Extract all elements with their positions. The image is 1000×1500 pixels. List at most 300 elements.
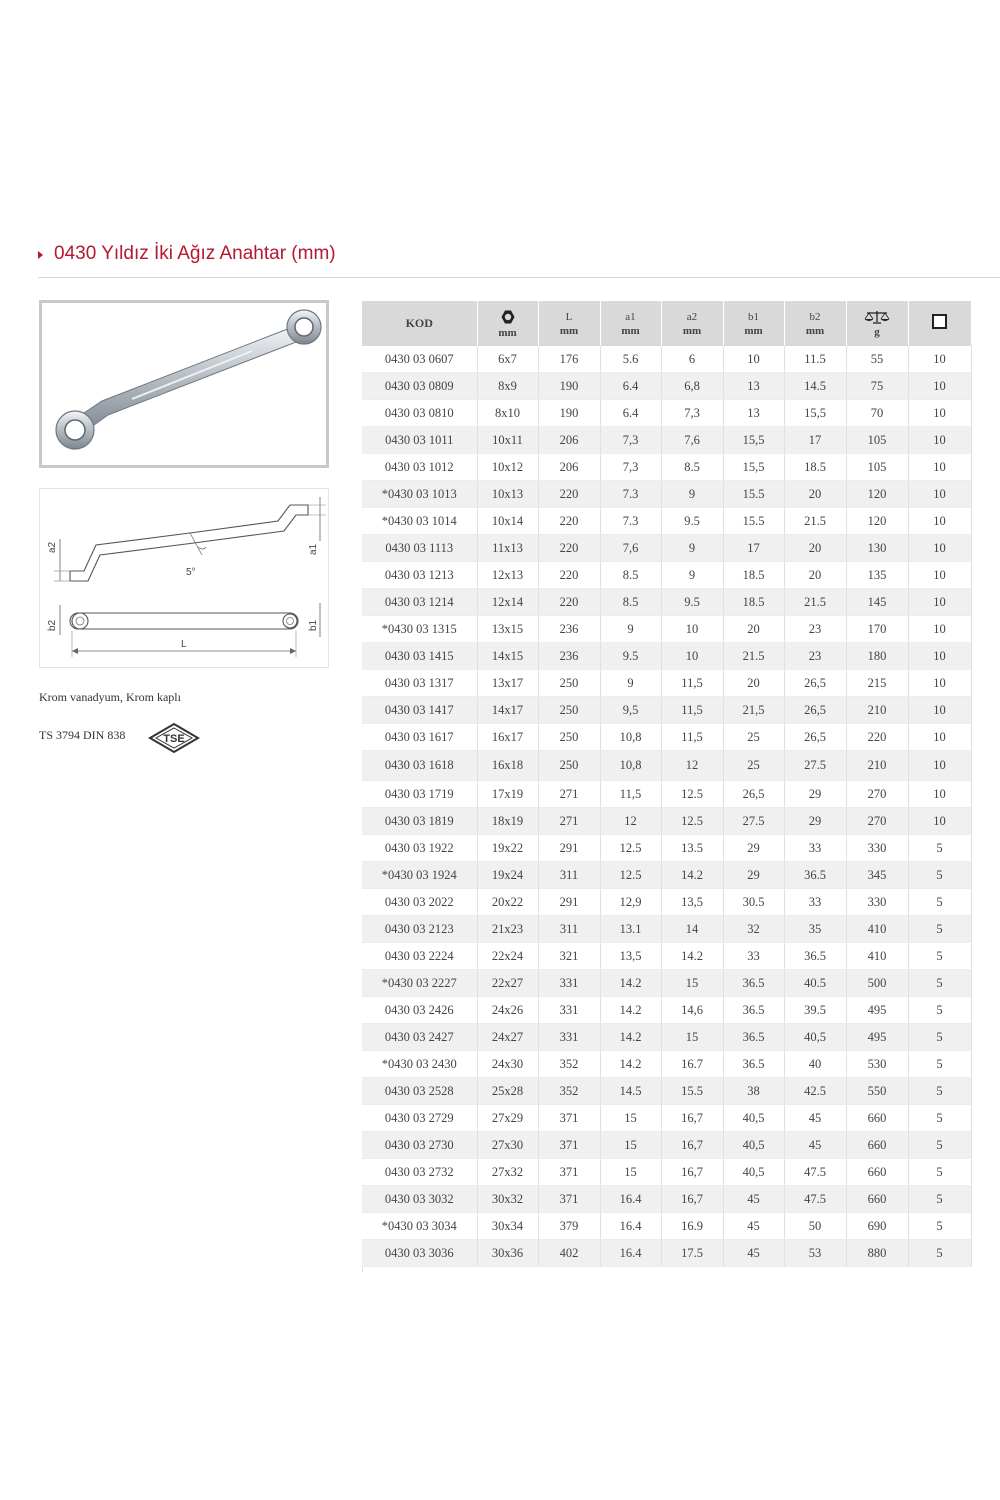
cell-weight: 500 <box>846 970 908 997</box>
cell-weight: 530 <box>846 1051 908 1078</box>
cell-L: 352 <box>538 1078 600 1105</box>
cell-size: 20x22 <box>477 889 538 916</box>
cell-b2: 29 <box>784 781 846 808</box>
cell-code: *0430 03 1315 <box>362 616 477 643</box>
cell-size: 27x32 <box>477 1159 538 1186</box>
table-bottom-edge <box>362 1267 972 1272</box>
cell-b2: 20 <box>784 481 846 508</box>
cell-a1: 11,5 <box>600 781 661 808</box>
cell-b2: 21.5 <box>784 589 846 616</box>
cell-size: 12x13 <box>477 562 538 589</box>
label-angle: 5° <box>186 567 196 578</box>
cell-L: 371 <box>538 1159 600 1186</box>
tse-logo-text: TSE <box>163 733 185 745</box>
cell-L: 206 <box>538 454 600 481</box>
cell-a2: 16,7 <box>661 1105 723 1132</box>
cell-weight: 410 <box>846 916 908 943</box>
cell-b1: 36.5 <box>723 1024 784 1051</box>
cell-a2: 7,6 <box>661 427 723 454</box>
cell-a2: 10 <box>661 616 723 643</box>
cell-weight: 495 <box>846 997 908 1024</box>
cell-size: 30x32 <box>477 1186 538 1213</box>
cell-package: 5 <box>908 1213 971 1240</box>
table-row <box>362 1132 971 1159</box>
cell-b2: 20 <box>784 562 846 589</box>
cell-a2: 15.5 <box>661 1078 723 1105</box>
header-a1 <box>600 301 661 346</box>
scale-icon <box>864 310 890 324</box>
cell-a2: 6,8 <box>661 373 723 400</box>
cell-size: 16x17 <box>477 724 538 751</box>
table-row <box>362 697 971 724</box>
cell-b2: 33 <box>784 835 846 862</box>
cell-weight: 550 <box>846 1078 908 1105</box>
cell-code: 0430 03 2427 <box>362 1024 477 1051</box>
table-row <box>362 1078 971 1105</box>
header-L-label: L <box>565 310 573 323</box>
cell-a1: 9 <box>600 616 661 643</box>
cell-b1: 30.5 <box>723 889 784 916</box>
header-L <box>538 301 600 346</box>
cell-package: 10 <box>908 751 971 781</box>
cell-b2: 15,5 <box>784 400 846 427</box>
cell-L: 250 <box>538 751 600 781</box>
table-row <box>362 454 971 481</box>
cell-b1: 18.5 <box>723 562 784 589</box>
cell-weight: 660 <box>846 1159 908 1186</box>
cell-L: 371 <box>538 1186 600 1213</box>
table-row <box>362 1051 971 1078</box>
cell-code: *0430 03 1924 <box>362 862 477 889</box>
cell-b1: 13 <box>723 373 784 400</box>
material-text: Krom vanadyum, Krom kaplı <box>39 690 181 704</box>
header-size-unit: mm <box>498 326 517 339</box>
table-row <box>362 562 971 589</box>
cell-b2: 23 <box>784 616 846 643</box>
cell-a1: 15 <box>600 1159 661 1186</box>
cell-b2: 18.5 <box>784 454 846 481</box>
cell-b2: 17 <box>784 427 846 454</box>
cell-package: 5 <box>908 1159 971 1186</box>
cell-package: 5 <box>908 1105 971 1132</box>
cell-a1: 9 <box>600 670 661 697</box>
cell-code: 0430 03 2732 <box>362 1159 477 1186</box>
cell-a1: 14.2 <box>600 1024 661 1051</box>
cell-package: 10 <box>908 670 971 697</box>
header-b1 <box>723 301 784 346</box>
cell-a1: 12.5 <box>600 862 661 889</box>
cell-b2: 36.5 <box>784 943 846 970</box>
cell-a2: 12.5 <box>661 781 723 808</box>
cell-a2: 9.5 <box>661 508 723 535</box>
cell-a2: 11,5 <box>661 724 723 751</box>
cell-L: 250 <box>538 670 600 697</box>
tse-logo <box>148 722 200 754</box>
cell-a1: 12 <box>600 808 661 835</box>
cell-size: 10x13 <box>477 481 538 508</box>
table-row <box>362 724 971 751</box>
cell-b1: 33 <box>723 943 784 970</box>
package-box-icon <box>932 314 947 329</box>
label-a1: a1 <box>308 543 319 555</box>
cell-a1: 8.5 <box>600 562 661 589</box>
technical-drawing <box>39 488 329 668</box>
cell-package: 10 <box>908 616 971 643</box>
cell-weight: 145 <box>846 589 908 616</box>
cell-b1: 21.5 <box>723 643 784 670</box>
cell-a1: 10,8 <box>600 724 661 751</box>
cell-weight: 660 <box>846 1105 908 1132</box>
cell-code: 0430 03 2528 <box>362 1078 477 1105</box>
cell-code: 0430 03 0607 <box>362 346 477 373</box>
cell-size: 19x24 <box>477 862 538 889</box>
cell-a1: 13.1 <box>600 916 661 943</box>
cell-a1: 7.3 <box>600 481 661 508</box>
cell-b1: 36.5 <box>723 1051 784 1078</box>
cell-package: 10 <box>908 643 971 670</box>
cell-weight: 120 <box>846 481 908 508</box>
cell-b1: 10 <box>723 346 784 373</box>
cell-code: 0430 03 1819 <box>362 808 477 835</box>
cell-b2: 42.5 <box>784 1078 846 1105</box>
header-package <box>908 301 971 346</box>
cell-package: 5 <box>908 1240 971 1267</box>
table-row <box>362 1159 971 1186</box>
cell-a2: 14.2 <box>661 862 723 889</box>
header-a2 <box>661 301 723 346</box>
cell-size: 30x36 <box>477 1240 538 1267</box>
cell-a2: 15 <box>661 970 723 997</box>
cell-L: 402 <box>538 1240 600 1267</box>
cell-L: 311 <box>538 916 600 943</box>
cell-b1: 15.5 <box>723 481 784 508</box>
cell-a2: 10 <box>661 643 723 670</box>
cell-L: 331 <box>538 997 600 1024</box>
cell-b2: 21.5 <box>784 508 846 535</box>
cell-a2: 7,3 <box>661 400 723 427</box>
cell-L: 220 <box>538 508 600 535</box>
cell-weight: 330 <box>846 835 908 862</box>
cell-a2: 16.7 <box>661 1051 723 1078</box>
cell-b1: 45 <box>723 1213 784 1240</box>
table-row <box>362 781 971 808</box>
table-header-row <box>362 301 971 346</box>
cell-a2: 16,7 <box>661 1159 723 1186</box>
table-row <box>362 862 971 889</box>
cell-code: 0430 03 1415 <box>362 643 477 670</box>
cell-package: 5 <box>908 970 971 997</box>
cell-b1: 45 <box>723 1186 784 1213</box>
cell-b1: 32 <box>723 916 784 943</box>
cell-L: 176 <box>538 346 600 373</box>
cell-code: 0430 03 0809 <box>362 373 477 400</box>
cell-weight: 210 <box>846 751 908 781</box>
cell-b2: 36.5 <box>784 862 846 889</box>
cell-a2: 16,7 <box>661 1186 723 1213</box>
cell-weight: 495 <box>846 1024 908 1051</box>
cell-code: 0430 03 1011 <box>362 427 477 454</box>
cell-b1: 29 <box>723 835 784 862</box>
cell-code: *0430 03 1013 <box>362 481 477 508</box>
header-b2 <box>784 301 846 346</box>
cell-L: 271 <box>538 781 600 808</box>
cell-weight: 55 <box>846 346 908 373</box>
cell-b2: 50 <box>784 1213 846 1240</box>
cell-package: 10 <box>908 481 971 508</box>
cell-b2: 35 <box>784 916 846 943</box>
cell-b2: 11.5 <box>784 346 846 373</box>
cell-a1: 9,5 <box>600 697 661 724</box>
cell-b2: 45 <box>784 1132 846 1159</box>
cell-L: 220 <box>538 589 600 616</box>
cell-package: 5 <box>908 1132 971 1159</box>
cell-size: 22x27 <box>477 970 538 997</box>
cell-a1: 14.5 <box>600 1078 661 1105</box>
cell-b1: 40,5 <box>723 1159 784 1186</box>
cell-size: 11x13 <box>477 535 538 562</box>
cell-L: 331 <box>538 1024 600 1051</box>
cell-a1: 7,3 <box>600 454 661 481</box>
cell-package: 10 <box>908 724 971 751</box>
table-row <box>362 643 971 670</box>
cell-L: 321 <box>538 943 600 970</box>
cell-size: 24x27 <box>477 1024 538 1051</box>
cell-size: 22x24 <box>477 943 538 970</box>
cell-L: 190 <box>538 400 600 427</box>
table-row <box>362 889 971 916</box>
table-row <box>362 943 971 970</box>
cell-b2: 47.5 <box>784 1186 846 1213</box>
cell-b1: 38 <box>723 1078 784 1105</box>
cell-code: 0430 03 2730 <box>362 1132 477 1159</box>
cell-a2: 12 <box>661 751 723 781</box>
cell-package: 10 <box>908 454 971 481</box>
cell-size: 21x23 <box>477 916 538 943</box>
cell-package: 10 <box>908 562 971 589</box>
cell-size: 6x7 <box>477 346 538 373</box>
cell-L: 379 <box>538 1213 600 1240</box>
cell-b1: 15,5 <box>723 454 784 481</box>
cell-L: 331 <box>538 970 600 997</box>
cell-package: 10 <box>908 508 971 535</box>
cell-b1: 40,5 <box>723 1105 784 1132</box>
cell-code: 0430 03 1012 <box>362 454 477 481</box>
cell-weight: 330 <box>846 889 908 916</box>
cell-a1: 14.2 <box>600 970 661 997</box>
cell-size: 16x18 <box>477 751 538 781</box>
cell-a2: 8.5 <box>661 454 723 481</box>
table-body <box>362 346 971 1267</box>
label-b1: b1 <box>308 619 319 631</box>
cell-L: 371 <box>538 1132 600 1159</box>
cell-code: 0430 03 2224 <box>362 943 477 970</box>
cell-code: 0430 03 3036 <box>362 1240 477 1267</box>
cell-code: *0430 03 3034 <box>362 1213 477 1240</box>
standard-text: TS 3794 DIN 838 <box>39 728 126 742</box>
cell-b1: 15.5 <box>723 508 784 535</box>
cell-size: 30x34 <box>477 1213 538 1240</box>
cell-size: 8x9 <box>477 373 538 400</box>
cell-L: 291 <box>538 889 600 916</box>
cell-a2: 6 <box>661 346 723 373</box>
cell-b1: 27.5 <box>723 808 784 835</box>
table-row <box>362 835 971 862</box>
cell-b2: 27.5 <box>784 751 846 781</box>
section-title-bar <box>38 243 1000 278</box>
cell-code: 0430 03 1417 <box>362 697 477 724</box>
cell-package: 10 <box>908 535 971 562</box>
header-b1-label: b1 <box>748 310 759 323</box>
cell-b2: 53 <box>784 1240 846 1267</box>
cell-a1: 8.5 <box>600 589 661 616</box>
table-row <box>362 481 971 508</box>
cell-package: 5 <box>908 889 971 916</box>
page-title: 0430 Yıldız İki Ağız Anahtar (mm) <box>54 243 336 264</box>
cell-L: 250 <box>538 697 600 724</box>
cell-b1: 36.5 <box>723 997 784 1024</box>
cell-b2: 26,5 <box>784 697 846 724</box>
cell-package: 10 <box>908 427 971 454</box>
cell-a2: 17.5 <box>661 1240 723 1267</box>
header-b2-unit: mm <box>805 324 825 337</box>
cell-code: 0430 03 2426 <box>362 997 477 1024</box>
cell-b1: 17 <box>723 535 784 562</box>
cell-b2: 23 <box>784 643 846 670</box>
cell-b1: 40,5 <box>723 1132 784 1159</box>
cell-a1: 7.3 <box>600 508 661 535</box>
cell-b1: 13 <box>723 400 784 427</box>
table-row <box>362 751 971 781</box>
product-photo <box>39 300 329 468</box>
cell-code: 0430 03 3032 <box>362 1186 477 1213</box>
cell-b2: 45 <box>784 1105 846 1132</box>
cell-L: 371 <box>538 1105 600 1132</box>
cell-a2: 13,5 <box>661 889 723 916</box>
cell-a1: 7,3 <box>600 427 661 454</box>
cell-size: 10x12 <box>477 454 538 481</box>
cell-code: 0430 03 1113 <box>362 535 477 562</box>
header-L-unit: mm <box>559 324 579 337</box>
cell-L: 352 <box>538 1051 600 1078</box>
label-a2: a2 <box>47 541 58 553</box>
table-row <box>362 589 971 616</box>
cell-a1: 14.2 <box>600 997 661 1024</box>
cell-size: 13x17 <box>477 670 538 697</box>
cell-b1: 25 <box>723 751 784 781</box>
cell-a1: 13,5 <box>600 943 661 970</box>
table-row <box>362 346 971 373</box>
cell-a2: 9 <box>661 535 723 562</box>
cell-weight: 345 <box>846 862 908 889</box>
table-row <box>362 670 971 697</box>
cell-size: 18x19 <box>477 808 538 835</box>
header-a2-label: a2 <box>686 310 698 323</box>
label-b2: b2 <box>47 619 58 631</box>
cell-b1: 25 <box>723 724 784 751</box>
cell-L: 220 <box>538 481 600 508</box>
cell-b2: 26,5 <box>784 724 846 751</box>
spec-table <box>362 301 972 1267</box>
cell-size: 25x28 <box>477 1078 538 1105</box>
cell-weight: 270 <box>846 808 908 835</box>
table-row <box>362 508 971 535</box>
cell-weight: 180 <box>846 643 908 670</box>
cell-package: 10 <box>908 346 971 373</box>
cell-code: 0430 03 1618 <box>362 751 477 781</box>
cell-a2: 9 <box>661 481 723 508</box>
cell-weight: 660 <box>846 1132 908 1159</box>
cell-size: 24x26 <box>477 997 538 1024</box>
cell-package: 5 <box>908 862 971 889</box>
cell-b1: 21,5 <box>723 697 784 724</box>
cell-b2: 29 <box>784 808 846 835</box>
cell-a1: 6.4 <box>600 400 661 427</box>
cell-b1: 45 <box>723 1240 784 1267</box>
cell-code: 0430 03 1214 <box>362 589 477 616</box>
cell-a1: 12,9 <box>600 889 661 916</box>
cell-b2: 40 <box>784 1051 846 1078</box>
cell-size: 13x15 <box>477 616 538 643</box>
cell-L: 236 <box>538 616 600 643</box>
cell-code: 0430 03 0810 <box>362 400 477 427</box>
table-row <box>362 616 971 643</box>
cell-weight: 210 <box>846 697 908 724</box>
cell-weight: 410 <box>846 943 908 970</box>
cell-size: 17x19 <box>477 781 538 808</box>
cell-package: 5 <box>908 1051 971 1078</box>
cell-a2: 11,5 <box>661 670 723 697</box>
cell-weight: 270 <box>846 781 908 808</box>
cell-a1: 16.4 <box>600 1213 661 1240</box>
header-code: KOD <box>362 301 477 346</box>
cell-L: 236 <box>538 643 600 670</box>
table-row <box>362 1105 971 1132</box>
cell-a2: 16,7 <box>661 1132 723 1159</box>
table-row <box>362 1213 971 1240</box>
cell-L: 250 <box>538 724 600 751</box>
cell-code: 0430 03 1922 <box>362 835 477 862</box>
cell-a1: 5.6 <box>600 346 661 373</box>
cell-a2: 14,6 <box>661 997 723 1024</box>
cell-L: 311 <box>538 862 600 889</box>
cell-b1: 18.5 <box>723 589 784 616</box>
cell-package: 5 <box>908 1024 971 1051</box>
header-b1-unit: mm <box>744 324 763 337</box>
cell-a2: 12.5 <box>661 808 723 835</box>
cell-package: 10 <box>908 697 971 724</box>
cell-a1: 12.5 <box>600 835 661 862</box>
cell-code: *0430 03 2430 <box>362 1051 477 1078</box>
cell-a2: 14 <box>661 916 723 943</box>
cell-package: 10 <box>908 400 971 427</box>
cell-weight: 880 <box>846 1240 908 1267</box>
cell-b2: 40.5 <box>784 970 846 997</box>
cell-a1: 16.4 <box>600 1240 661 1267</box>
cell-b2: 47.5 <box>784 1159 846 1186</box>
cell-code: 0430 03 1213 <box>362 562 477 589</box>
cell-code: 0430 03 1617 <box>362 724 477 751</box>
cell-a1: 6.4 <box>600 373 661 400</box>
table-row <box>362 535 971 562</box>
cell-code: 0430 03 2123 <box>362 916 477 943</box>
cell-b2: 14.5 <box>784 373 846 400</box>
cell-a1: 9.5 <box>600 643 661 670</box>
cell-code: *0430 03 2227 <box>362 970 477 997</box>
cell-weight: 105 <box>846 454 908 481</box>
cell-package: 5 <box>908 1078 971 1105</box>
cell-b1: 26,5 <box>723 781 784 808</box>
cell-a1: 14.2 <box>600 1051 661 1078</box>
